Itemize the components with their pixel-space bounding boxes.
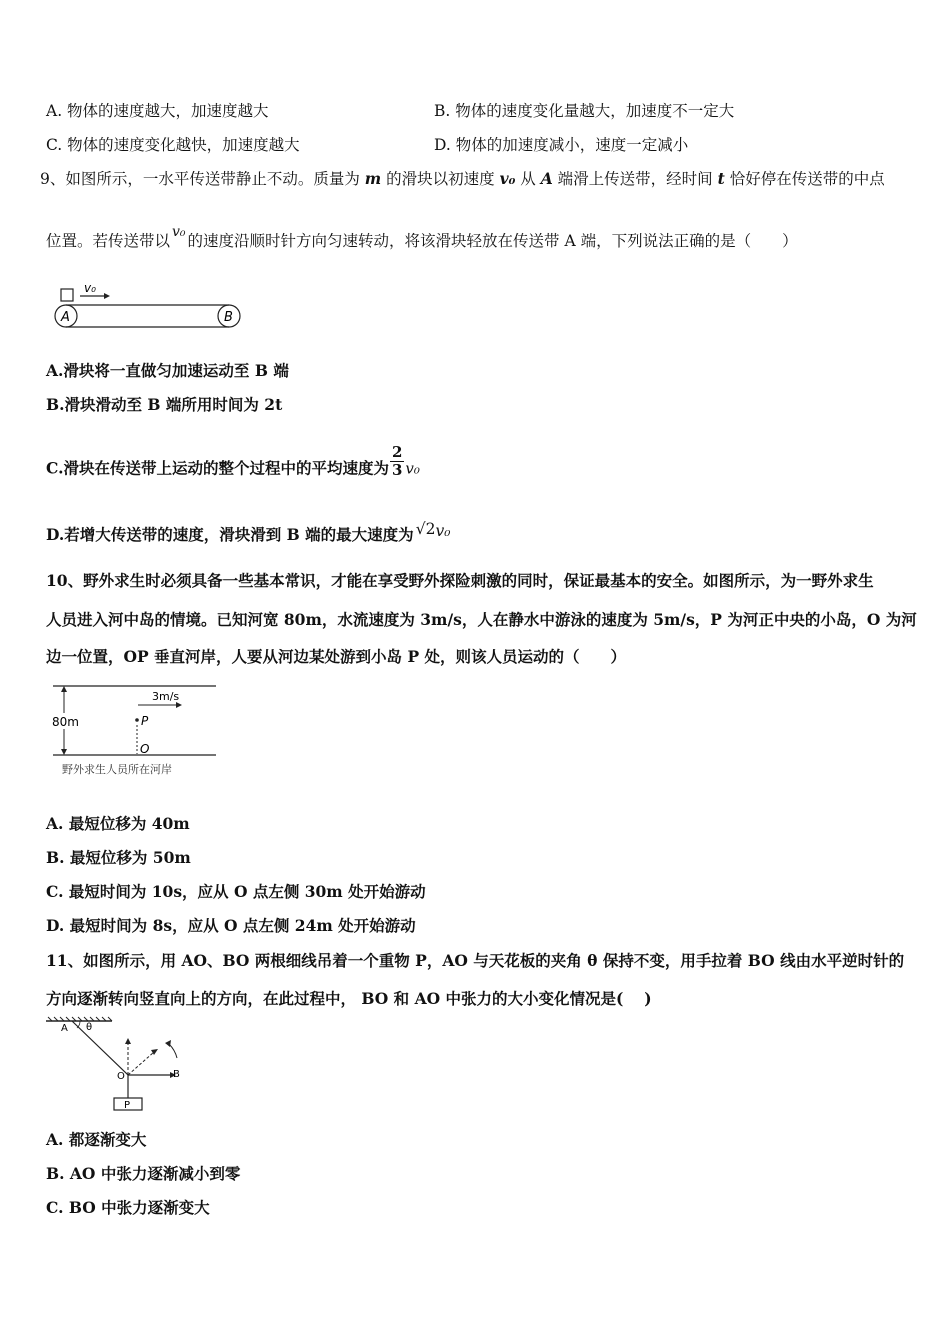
q10-river-figure <box>48 683 223 778</box>
q10-stem-line1: 10、野外求生时必须具备一些基本常识，才能在享受野外探险刺激的同时，保证最基本的安全。如图所示，为一野外求生 <box>46 571 874 590</box>
fraction: $\frac{2}{3}$ <box>391 443 403 479</box>
q10-stem-line3: 边一位置，OP 垂直河岸，人要从河边某处游到小岛 P 处，则该人员运动的（ ） <box>46 647 627 666</box>
q11-option-c: C. BO 中张力逐渐变大 <box>46 1198 210 1217</box>
island-point <box>135 718 139 722</box>
q11-hanging-weight-figure <box>44 1016 189 1114</box>
point-a-label: A <box>61 1023 68 1034</box>
q8-option-d: D. 物体的加速度减小，速度一定减小 <box>434 136 689 154</box>
q9-option-c: C.滑块在传送带上运动的整个过程中的平均速度为 $\frac{2}{3}$ v₀ <box>46 443 420 479</box>
weight-p-label: P <box>124 1100 131 1111</box>
q10-option-b: B. 最短位移为 50m <box>46 848 191 867</box>
q9-stem-line1: 9、如图所示，一水平传送带静止不动。质量为 m 的滑块以初速度 v₀ 从 A 端滑上传送带，经时间 t 恰好停在传送带的中点 <box>40 169 885 188</box>
q10-option-c: C. 最短时间为 10s，应从 O 点左侧 30m 处开始游动 <box>46 882 426 901</box>
q11-stem-line1: 11、如图所示，用 AO、BO 两根细线吊着一个重物 P，AO 与天花板的夹角 θ 保持不变，用手拉着 BO 线由水平逆时针的 <box>46 951 905 970</box>
q9-option-d: D.若增大传送带的速度，滑块滑到 B 端的最大速度为 √2v₀ <box>46 520 451 544</box>
velocity-label: v₀ <box>84 281 96 295</box>
q9-option-a: A.滑块将一直做匀加速运动至 B 端 <box>46 361 289 380</box>
q9-stem-line2: 位置。若传送带以 v₀ 的速度沿顺时针方向匀速转动，将该滑块轻放在传送带 A 端，下列说法正确的是（ ） <box>46 224 798 250</box>
point-o-label: O <box>140 742 150 756</box>
q8-option-a: A. 物体的速度越大，加速度越大 <box>46 102 269 120</box>
pulley-b-label: B <box>224 310 233 325</box>
q9-option-b: B.滑块滑动至 B 端所用时间为 2t <box>46 395 283 414</box>
river-width-label: 80m <box>52 715 79 729</box>
q11-option-a: A. 都逐渐变大 <box>46 1130 147 1149</box>
q11-option-b: B. AO 中张力逐渐减小到零 <box>46 1164 241 1183</box>
q8-option-c: C. 物体的速度变化越快，加速度越大 <box>46 136 300 154</box>
theta-label: θ <box>86 1022 93 1033</box>
q9-conveyor-figure <box>48 278 248 334</box>
pulley-a-label: A <box>61 310 70 325</box>
point-b-label: B <box>173 1069 180 1080</box>
q10-option-d: D. 最短时间为 8s，应从 O 点左侧 24m 处开始游动 <box>46 916 416 935</box>
slider-block <box>61 289 73 301</box>
q8-option-b: B. 物体的速度变化量越大，加速度不一定大 <box>434 102 735 120</box>
point-o-label: O <box>117 1071 125 1082</box>
point-p-label: P <box>141 714 149 728</box>
q11-stem-line2: 方向逐渐转向竖直向上的方向，在此过程中， BO 和 AO 中张力的大小变化情况是( ) <box>46 989 652 1008</box>
q10-stem-line2: 人员进入河中岛的情境。已知河宽 80m，水流速度为 3m/s，人在静水中游泳的速度为 5m/s，P 为河正中央的小岛，O 为河 <box>46 610 917 629</box>
flow-speed-label: 3m/s <box>152 690 180 703</box>
river-caption: 野外求生人员所在河岸 <box>62 763 172 776</box>
q10-option-a: A. 最短位移为 40m <box>46 814 190 833</box>
